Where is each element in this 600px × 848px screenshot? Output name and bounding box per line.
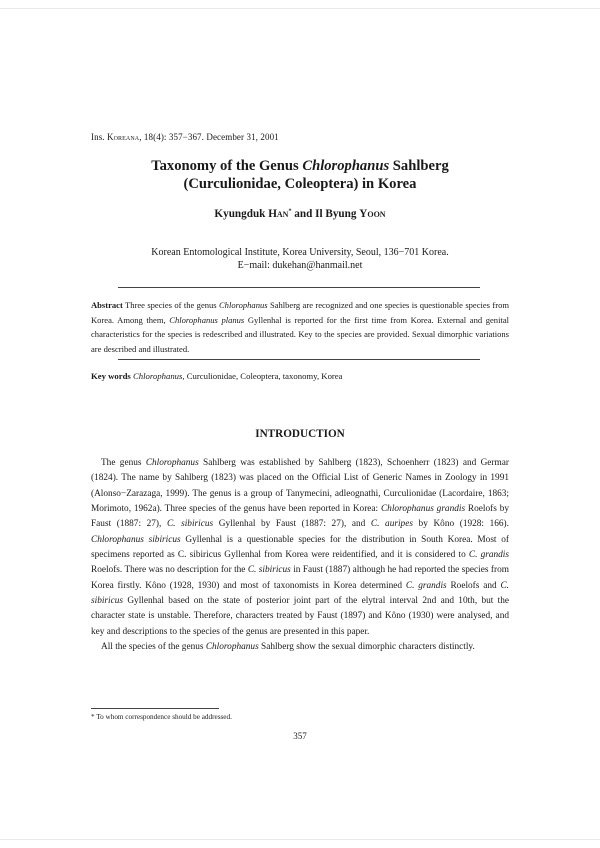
intro-paragraph-1: The genus Chlorophanus Sahlberg was established by Sahlberg (1823), Schoenherr (1823) and Germar (1824). The name by Sahlberg (1823) was placed on the Official List of Generic Names in Zoology in 1991 (Alonso−Zarazaga, 1999). The genus is a group of Tanymecini, adleognathi, Curculionidae (Lacordaire, 1863; Morimoto, 1962a). Three species of the genus have been reported in Korea: Chlorophanus grandis Roelofs by Faust (1887: 27), C. sibiricus Gyllenhal by Faust (1887: 27), and C. auripes by Kôno (1928: 166). Chlorophanus sibiricus Gyllenhal is a questionable species for the distribution in South Korea. Most of specimens reported as C. sibiricus Gyllenhal from Korea were reidentified, and it is considered to C. grandis Roelofs. There was no description for the C. sibiricus in Faust (1887) although he had reported the species from Korea firstly. Kôno (1928, 1930) and most of taxonomists in Korea determined C. grandis Roelofs and C. sibiricus Gyllenhal based on the state of posterior joint part of the elytral interval 2nd and 10th, but the character state is unstable. Therefore, characters treated by Faust (1897) and Kôno (1930) were analysed, and key and descriptions to the species of the genus are presented in this paper. bbox=[91, 458, 509, 637]
author-list: Kyungduk Han* and Il Byung Yoon bbox=[214, 208, 386, 220]
keywords-label: Key words bbox=[91, 371, 131, 381]
introduction-body bbox=[91, 456, 509, 655]
footnote-rule bbox=[91, 708, 219, 709]
page-edge-bottom bbox=[0, 839, 600, 848]
section-heading-introduction: INTRODUCTION bbox=[255, 428, 345, 440]
email: E−mail: dukehan@hanmail.net bbox=[237, 259, 363, 271]
journal-citation: Ins. Koreana, 18(4): 357−367. December 31, 2001 bbox=[91, 132, 279, 142]
affiliation: Korean Entomological Institute, Korea University, Seoul, 136−701 Korea. E−mail: dukehan@hanmail.net bbox=[0, 247, 600, 272]
intro-paragraph-2: All the species of the genus Chlorophanus Sahlberg show the sexual dimorphic characters distinctly. bbox=[101, 642, 475, 653]
keywords: Key words Chlorophanus, Curculionidae, Coleoptera, taxonomy, Korea bbox=[91, 371, 343, 381]
abstract-rule-bottom bbox=[118, 359, 480, 360]
abstract-rule-top bbox=[118, 287, 480, 288]
page-number: 357 bbox=[293, 731, 307, 741]
paper-title: Taxonomy of the Genus Chlorophanus Sahlberg (Curculionidae, Coleoptera) in Korea bbox=[151, 158, 449, 192]
abstract: Abstract Three species of the genus Chlorophanus Sahlberg are recognized and one species is questionable species from Korea. Among them, Chlorophanus planus Gyllenhal is reported for the first time from Korea. External and genital characteristics for the species is redescribed and illustrated. Key to the species are provided. Sexual dimorphic variations are described and illustrated. bbox=[91, 300, 510, 354]
footnote: * To whom correspondence should be addressed. bbox=[91, 713, 232, 721]
abstract-label: Abstract bbox=[91, 300, 123, 310]
page-edge-top bbox=[0, 0, 600, 9]
